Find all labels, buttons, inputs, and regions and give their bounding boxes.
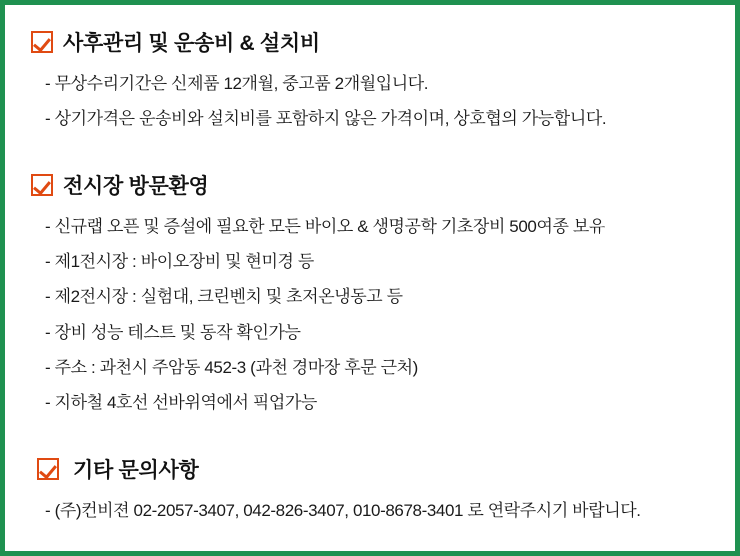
section-item-list xyxy=(31,214,709,417)
list-item: - 무상수리기간은 신제품 12개월, 중고품 2개월입니다. xyxy=(45,74,429,93)
section-title: 기타 문의사항 xyxy=(73,458,199,482)
check-box-icon xyxy=(31,31,53,53)
section-item-list xyxy=(31,71,709,133)
list-item: - 신규랩 오픈 및 증설에 필요한 모든 바이오 & 생명공학 기초장비 500여종 보유 xyxy=(45,216,605,236)
list-item: - 제2전시장 : 실험대, 크린벤치 및 초저온냉동고 등 xyxy=(45,287,403,307)
list-item: - 제1전시장 : 바이오장비 및 현미경 등 xyxy=(45,252,314,272)
section-other-inquiries xyxy=(31,454,709,524)
list-item: - 지하철 4호선 선바위역에서 픽업가능 xyxy=(45,393,317,413)
section-spacer xyxy=(31,142,709,170)
section-title: 사후관리 및 운송비 & 설치비 xyxy=(63,32,320,55)
section-showroom-visit xyxy=(31,170,709,417)
check-box-icon xyxy=(31,174,53,196)
section-item-list xyxy=(31,498,709,524)
list-item: - (주)컨비젼 02-2057-3407, 042-826-3407, 010-8678-3401 로 연락주시기 바랍니다. xyxy=(45,500,641,520)
section-after-service xyxy=(31,27,709,133)
check-box-icon xyxy=(37,458,59,480)
section-header xyxy=(31,170,709,200)
section-spacer xyxy=(31,426,709,454)
section-header xyxy=(31,454,709,484)
list-item: - 상기가격은 운송비와 설치비를 포함하지 않은 가격이며, 상호협의 가능합니다. xyxy=(45,109,607,129)
list-item: - 장비 성능 테스트 및 동작 확인가능 xyxy=(45,322,301,342)
list-item: - 주소 : 과천시 주암동 452-3 (과천 경마장 후문 근처) xyxy=(45,358,418,378)
section-header xyxy=(31,27,709,57)
section-title: 전시장 방문환영 xyxy=(63,174,209,198)
